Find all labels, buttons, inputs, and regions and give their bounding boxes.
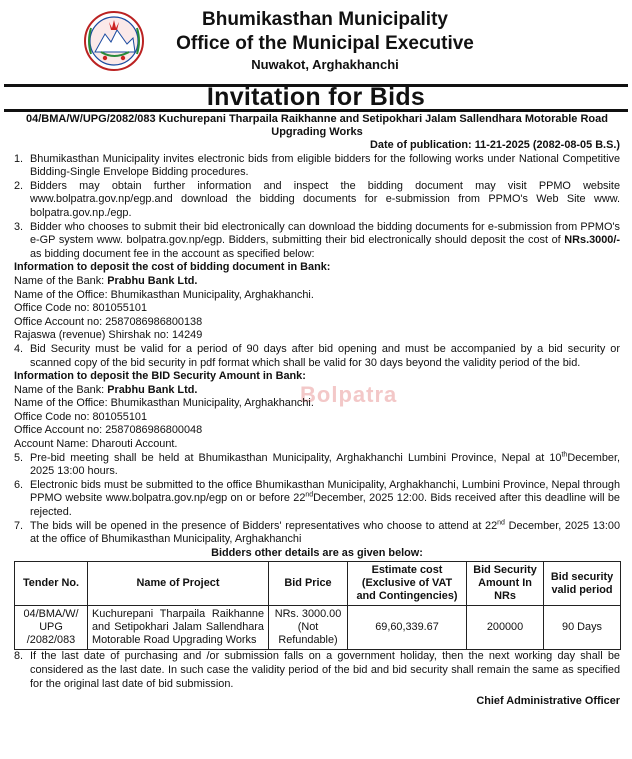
item-number: 2.: [14, 179, 24, 192]
list-item: [14, 479, 620, 520]
item-number: 1.: [14, 152, 24, 165]
ordinal-suffix: th: [561, 451, 568, 459]
publication-date: Date of publication: 11-21-2025 (2082-08-05 B.S.): [370, 139, 620, 151]
item-text-part: The bids will be opened in the presence of Bidders' representatives who choose to attend at 22: [30, 519, 498, 532]
doc-bank-office: Name of the Office: Bhumikasthan Municipality, Arghakhanchi.: [14, 288, 314, 301]
item-text: [30, 479, 620, 520]
table-caption: Bidders other details are as given below:: [211, 546, 423, 559]
bank-label: Name of the Bank:: [14, 383, 108, 396]
doc-bank-heading: Information to deposit the cost of bidding document in Bank:: [14, 261, 331, 274]
list-item: [14, 650, 620, 691]
doc-bank-code: Office Code no: 801055101: [14, 302, 148, 315]
col-header-security-amount: Bid Security Amount In NRs: [467, 562, 544, 606]
item-number: 5.: [14, 451, 24, 464]
col-header-tender-no: Tender No.: [15, 562, 88, 606]
header: [10, 0, 622, 82]
item-number: 7.: [14, 519, 24, 532]
table-row: [15, 606, 621, 650]
item-text-part: as bidding document fee in the account as specified below:: [30, 247, 315, 260]
item-number: 3.: [14, 220, 24, 233]
sec-bank-code: Office Code no: 801055101: [14, 410, 148, 423]
page-title: Invitation for Bids: [206, 83, 426, 111]
sec-bank-account-name: Account Name: Dharouti Account.: [14, 438, 178, 451]
notice-body: [14, 113, 620, 709]
item-text: Bhumikasthan Municipality invites electronic bids from eligible bidders for the following works under National Competitive Bidding-Single Envelope Bidding procedures.: [30, 152, 620, 179]
municipality-name: Bhumikasthan Municipality: [202, 9, 448, 30]
government-emblem-icon: [83, 8, 145, 74]
list-item: [14, 343, 620, 370]
list-item: [14, 452, 620, 479]
col-header-estimate: Estimate cost (Exclusive of VAT and Contingencies): [348, 562, 467, 606]
table-header-row: [15, 562, 621, 606]
doc-bank-account: Office Account no: 2587086986800138: [14, 315, 203, 328]
bid-details-table: [14, 561, 621, 650]
item-text-part: December, 2025 12:00. Bids received after this deadline will be rejected.: [30, 492, 620, 519]
item-text-part: Bidder who chooses to submit their bid electronically can download the bidding documents for e-submission from PPMO's e-GP system www. bolpatra.gov.np/egp. Bidders, submitting their bid electronically should deposit the cost of: [30, 220, 620, 247]
list-item: [14, 221, 620, 262]
document-fee: NRs.3000/-: [564, 234, 620, 247]
cell-bid-price: NRs. 3000.00 (Not Refundable): [269, 606, 348, 650]
sec-bank-office: Name of the Office: Bhumikasthan Municipality, Arghakhanchi.: [14, 397, 314, 410]
col-header-bid-price: Bid Price: [269, 562, 348, 606]
watermark: Bolpatra: [300, 382, 398, 407]
bank-label: Name of the Bank:: [14, 274, 108, 287]
sec-bank-name: [14, 384, 620, 398]
item-text: If the last date of purchasing and /or submission falls on a government holiday, then the next working day shall be considered as the last date. In such case the validity period of the bid and bid security shall remain the same as specified for the original last date of bid submission.: [30, 650, 620, 690]
cell-project: Kuchurepani Tharpaila Raikhanne and Setipokhari Jalam Sallendhara Motorable Road Upgrading Works: [88, 606, 269, 650]
bank-value: Prabhu Bank Ltd.: [107, 383, 198, 396]
col-header-security-period: Bid security valid period: [544, 562, 621, 606]
item-text: Bid Security must be valid for a period of 90 days after bid opening and must be accompanied by a bid security or scanned copy of the bid security in pdf format which shall be valid for 30 days beyond the validity period of the bid.: [30, 342, 620, 369]
list-item: [14, 153, 620, 180]
item-text-part: December, 2025 13:00 hours.: [30, 451, 620, 478]
cell-security-period: 90 Days: [544, 606, 621, 650]
item-text-part: Pre-bid meeting shall be held at Bhumikasthan Municipality, Arghakhanchi Lumbini Province, Nepal at 10: [30, 451, 562, 464]
item-text: [30, 221, 620, 262]
office-location: Nuwakot, Arghakhanchi: [251, 57, 399, 72]
office-name: Office of the Municipal Executive: [176, 33, 474, 54]
list-item: [14, 520, 620, 547]
item-text: [30, 520, 620, 547]
item-text-part: Electronic bids must be submitted to the office Bhumikasthan Municipality, Arghakhanchi, Lumbini Province, Nepal through PPMO website www.bolpatra.gov.np/egp on or before 22: [30, 478, 620, 505]
title-banner: [4, 84, 628, 112]
header-text: [160, 8, 490, 73]
item-text: Bidders may obtain further information and inspect the bidding document may visit PPMO website www.bolpatra.gov.np/egp.and download the bidding documents for e-submission from PPMO's Web Site www. bolpatra.gov.np./egp.: [30, 179, 620, 219]
cell-estimate: 69,60,339.67: [348, 606, 467, 650]
ordinal-suffix: nd: [305, 491, 314, 499]
item-text: [30, 452, 620, 479]
item-number: 6.: [14, 478, 24, 491]
list-item: [14, 180, 620, 221]
doc-bank-rajaswa: Rajaswa (revenue) Shirshak no: 14249: [14, 329, 203, 342]
col-header-project: Name of Project: [88, 562, 269, 606]
signatory: Chief Administrative Officer: [476, 695, 620, 708]
cell-tender-no: 04/BMA/W/ UPG /2082/083: [15, 606, 88, 650]
sec-bank-heading: Information to deposit the BID Security Amount in Bank:: [14, 370, 306, 383]
sec-bank-account: Office Account no: 2587086986800048: [14, 424, 203, 437]
doc-bank-name: [14, 275, 620, 289]
item-text-part: December, 2025 13:00 at the office of Bhumikasthan Municipality, Arghakhanchi: [30, 519, 621, 546]
ordinal-suffix: nd: [497, 519, 505, 526]
reference-title: 04/BMA/W/UPG/2082/083 Kuchurepani Tharpaila Raikhanne and Setipokhari Jalam Sallendhara Motorable Road Upgrading Works: [26, 113, 608, 138]
item-number: 4.: [14, 342, 24, 355]
item-number: 8.: [14, 650, 24, 663]
bank-value: Prabhu Bank Ltd.: [107, 274, 198, 287]
cell-security-amount: 200000: [467, 606, 544, 650]
